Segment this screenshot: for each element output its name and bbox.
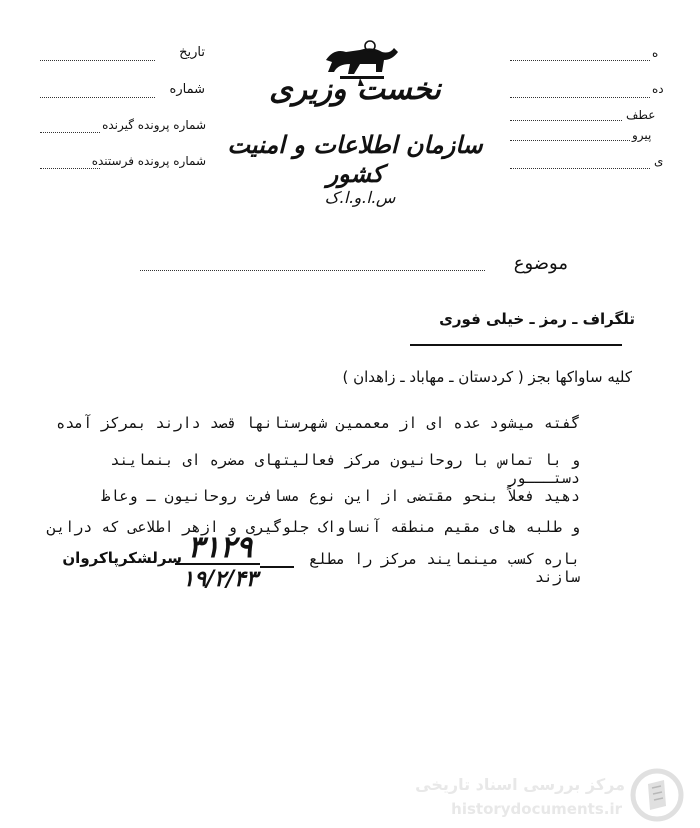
signature: سرلشکرپاکروان bbox=[62, 549, 182, 567]
right-field-label-2: ده bbox=[652, 82, 664, 96]
handwritten-date: ۱۹/۲/۴۳ bbox=[182, 566, 258, 592]
right-field-label-1: ه bbox=[652, 46, 659, 60]
date-field-line bbox=[40, 60, 155, 61]
right-field-line-5 bbox=[510, 168, 650, 169]
receiver-file-field-label: شماره پرونده گیرنده bbox=[102, 118, 206, 132]
right-field-label-4: پیرو bbox=[632, 128, 652, 142]
telegram-header: تلگراف ـ رمز ـ خیلی فوری bbox=[439, 310, 635, 328]
right-field-line-2 bbox=[510, 97, 650, 98]
right-field-line-4 bbox=[510, 140, 630, 141]
handwritten-fraction-line bbox=[175, 563, 260, 565]
org-title-sub: سازمان اطلاعات و امنیت کشور bbox=[227, 130, 483, 188]
body-line-4: و طلبه های مقیم منطقه آنساواک جلوگیری و ازهر اطلاعی که دراین bbox=[47, 518, 580, 536]
sender-file-field-line bbox=[40, 168, 100, 169]
subject-line bbox=[140, 270, 485, 271]
subject-label: موضوع bbox=[513, 253, 568, 274]
body-line-2: و با تماس با روحانیون مرکز فعالیتهای مضره ای بنمایند دستـــور bbox=[110, 451, 580, 487]
org-title-main: نخست وزیری bbox=[269, 72, 441, 107]
receiver-file-field-line bbox=[40, 132, 100, 133]
watermark-url: historydocuments.ir bbox=[451, 800, 622, 818]
recipients-line: کلیه ساواکها بجز ( کردستان ـ مهاباد ـ زاهدان ) bbox=[342, 368, 632, 386]
watermark-text: مرکز بررسی اسناد تاریخی bbox=[415, 775, 625, 794]
sender-file-field-label: شماره پرونده فرستنده bbox=[91, 154, 206, 168]
org-code: س.ا.و.ا.ک bbox=[324, 188, 396, 207]
signature-dash bbox=[260, 566, 294, 568]
number-field-label: شماره bbox=[169, 82, 205, 97]
right-field-line-3 bbox=[510, 120, 622, 121]
right-field-label-3: عطف bbox=[626, 108, 656, 122]
history-documents-logo-icon bbox=[630, 768, 684, 822]
body-line-1: گفته میشود عده ای از معممین شهرستانها قصد دارند بمرکز آمده bbox=[56, 414, 580, 432]
body-line-5: باره کسب مینمایند مرکز را مطلع سازند bbox=[309, 550, 580, 586]
handwritten-number: ۳۱۲۹ bbox=[187, 530, 253, 565]
right-field-line-1 bbox=[510, 60, 650, 61]
date-field-label: تاریخ bbox=[179, 45, 205, 60]
body-line-3: دهید فعلاً بنحو مقتضی از این نوع مسافرت روحانیون ـ وعاظ bbox=[101, 487, 580, 505]
number-field-line bbox=[40, 97, 155, 98]
right-field-label-5: ی bbox=[654, 154, 664, 168]
telegram-underline bbox=[410, 344, 622, 346]
